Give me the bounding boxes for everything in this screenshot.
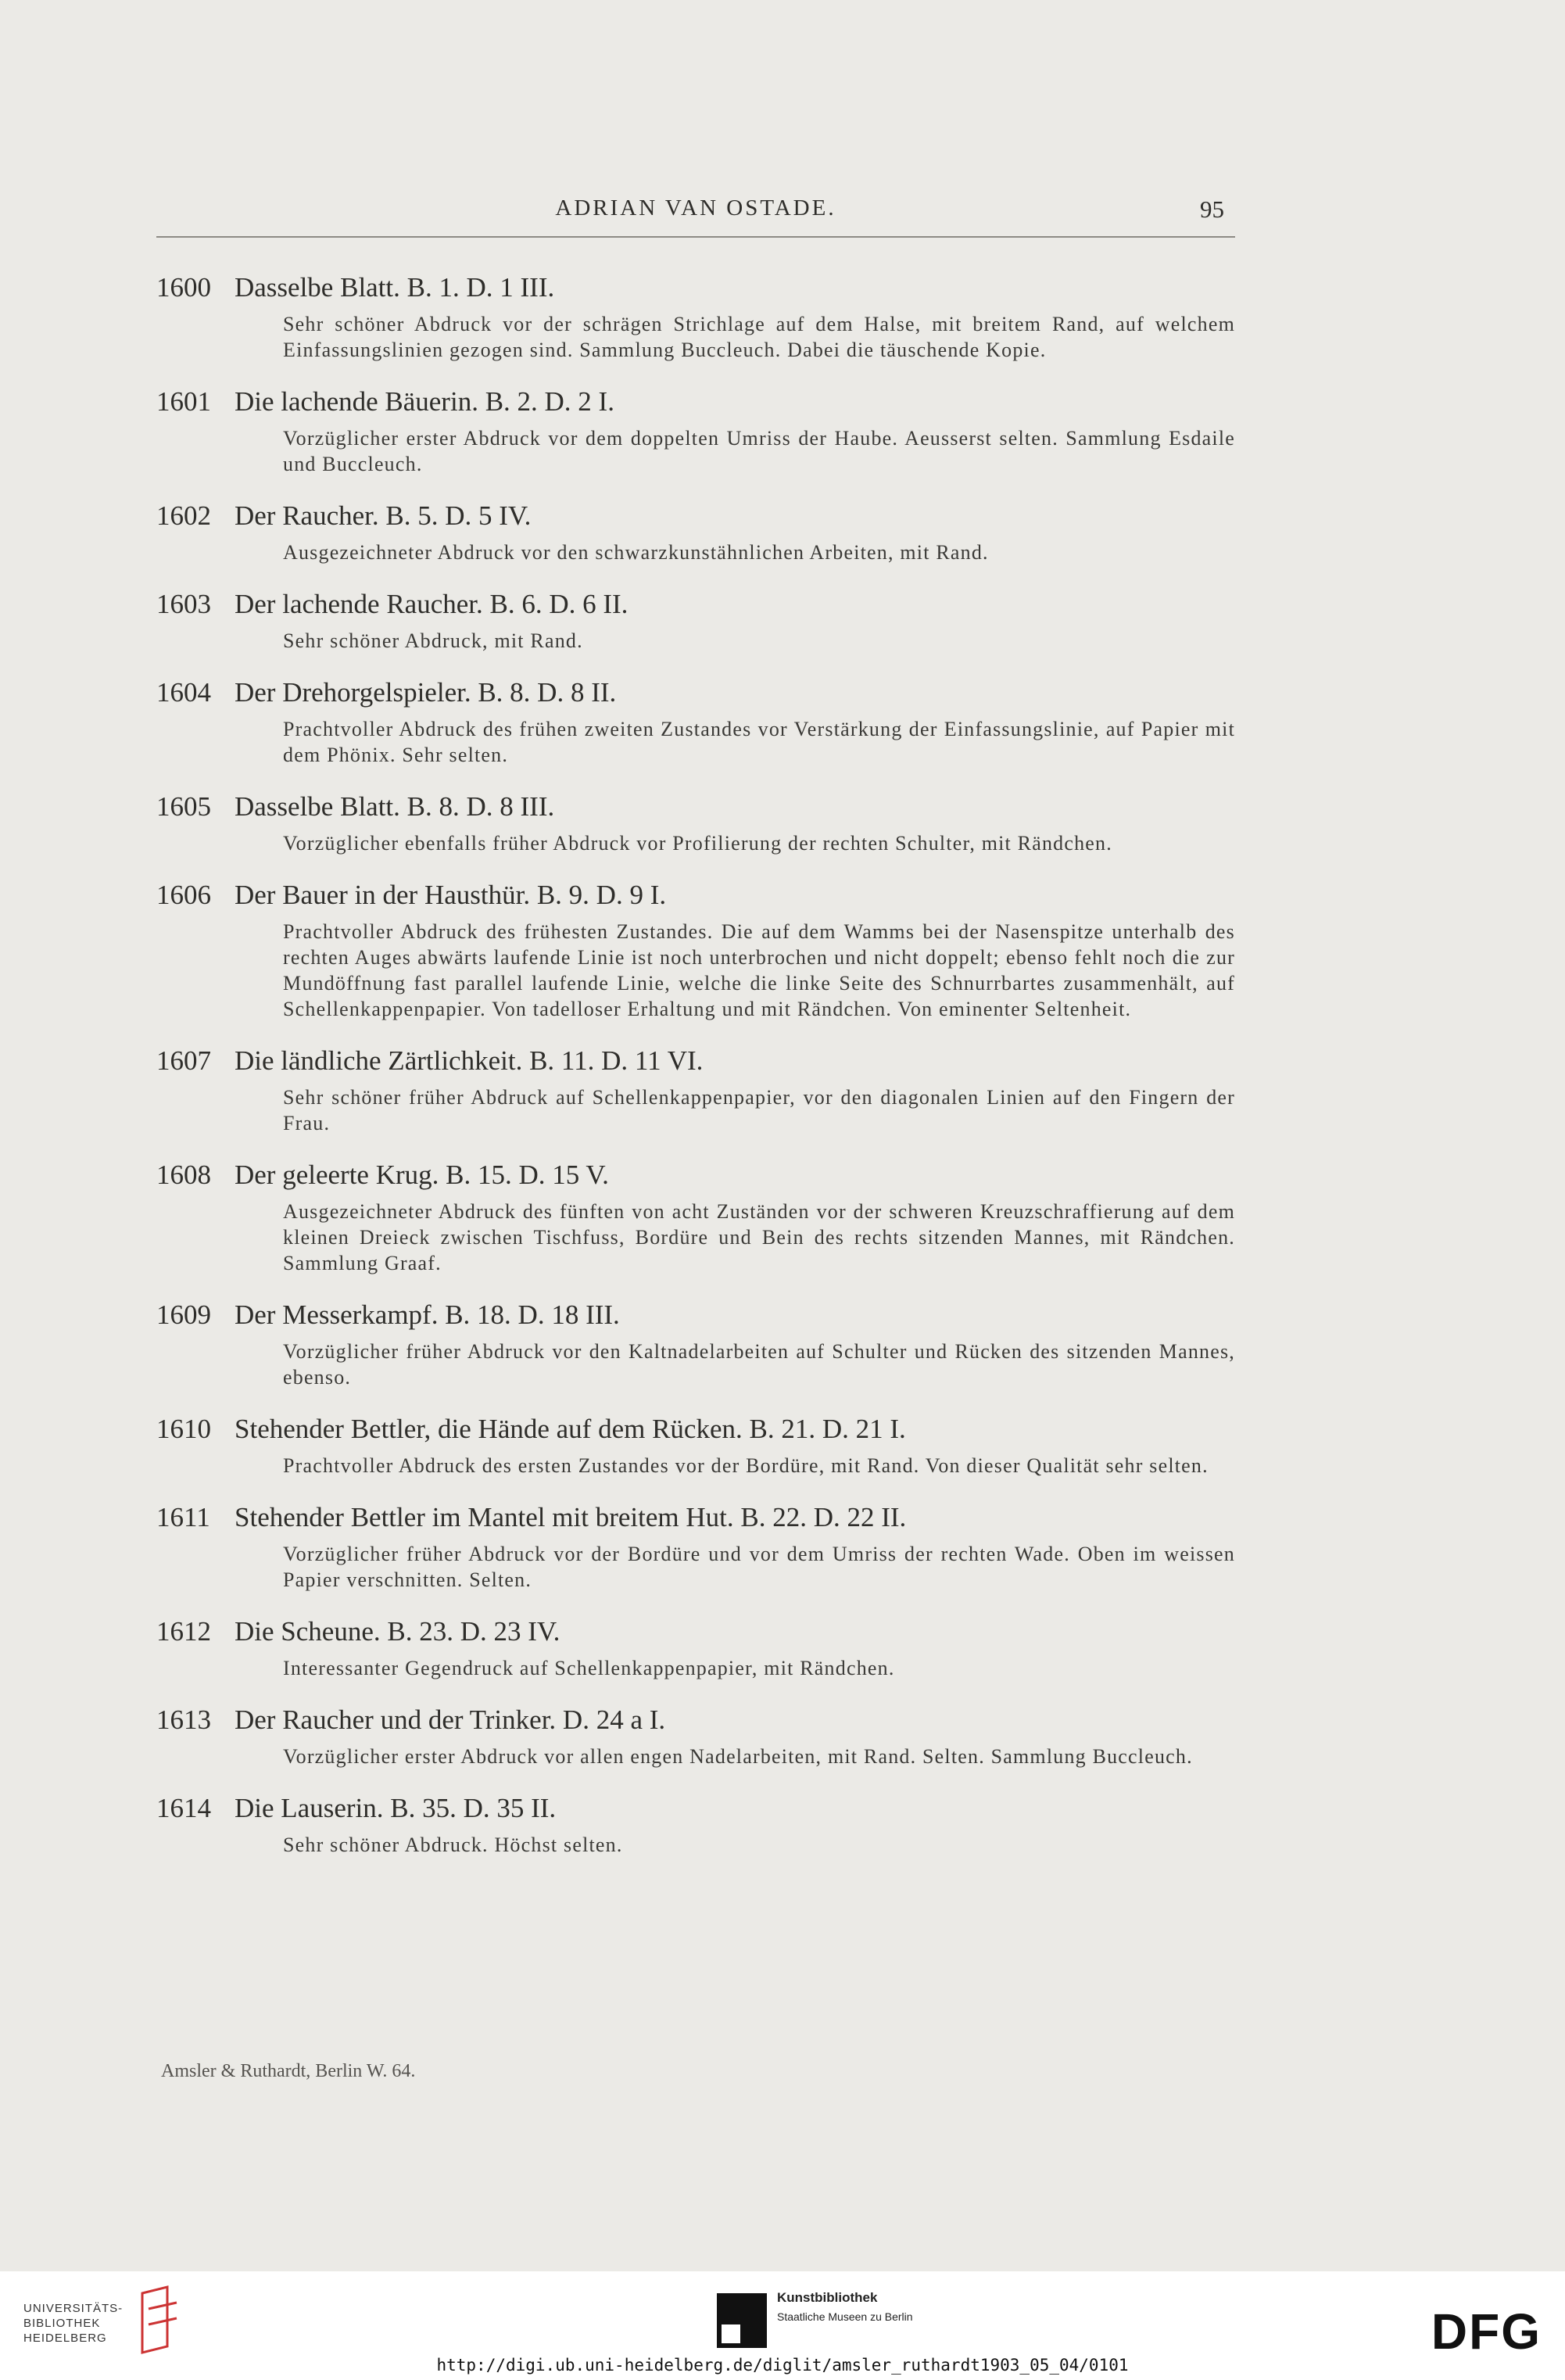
entry-description: Sehr schöner Abdruck, mit Rand. xyxy=(283,629,583,652)
catalog-entry xyxy=(156,385,1235,477)
entry-number: 1612 xyxy=(156,1616,211,1647)
kunstbibliothek-label: Kunstbibliothek Staatliche Museen zu Berlin xyxy=(777,2290,913,2323)
permalink-url[interactable]: http://digi.ub.uni-heidelberg.de/diglit/amsler_ruthardt1903_05_04/0101 xyxy=(436,2356,1129,2375)
catalog-entry xyxy=(156,1615,1235,1681)
catalog-entry xyxy=(156,1703,1235,1769)
entry-description: Sehr schöner früher Abdruck auf Schellenkappenpapier, vor den diagonalen Linien auf den Fingern der Frau. xyxy=(283,1086,1235,1134)
entry-title: Stehender Bettler, die Hände auf dem Rücken. B. 21. D. 21 I. xyxy=(235,1414,906,1444)
catalog-entry xyxy=(156,1158,1235,1276)
entry-number: 1608 xyxy=(156,1160,211,1190)
university-library-label: UNIVERSITÄTS- BIBLIOTHEK HEIDELBERG xyxy=(23,2302,124,2345)
entry-number: 1611 xyxy=(156,1502,210,1532)
catalog-entry xyxy=(156,271,1235,363)
entry-description: Interessanter Gegendruck auf Schellenkappenpapier, mit Rändchen. xyxy=(283,1657,895,1679)
entry-title: Dasselbe Blatt. B. 8. D. 8 III. xyxy=(235,791,555,822)
entry-title: Stehender Bettler im Mantel mit breitem Hut. B. 22. D. 22 II. xyxy=(235,1502,907,1532)
catalog-entry xyxy=(156,1044,1235,1136)
entry-description: Prachtvoller Abdruck des frühen zweiten Zustandes vor Verstärkung der Einfassungslinie, auf Papier mit dem Phönix. Sehr selten. xyxy=(283,718,1235,766)
entry-description: Sehr schöner Abdruck. Höchst selten. xyxy=(283,1833,623,1856)
entry-number: 1600 xyxy=(156,272,211,303)
catalog-entry xyxy=(156,587,1235,654)
entry-description: Vorzüglicher früher Abdruck vor den Kaltnadelarbeiten auf Schulter und Rücken des sitzenden Mannes, ebenso. xyxy=(283,1340,1235,1389)
entry-description: Ausgezeichneter Abdruck vor den schwarzkunstähnlichen Arbeiten, mit Rand. xyxy=(283,541,989,564)
entry-number: 1607 xyxy=(156,1045,211,1076)
university-library-logo xyxy=(136,2285,183,2356)
page-title: ADRIAN VAN OSTADE. xyxy=(555,195,836,220)
catalog-entry xyxy=(156,1791,1235,1858)
catalog-entry xyxy=(156,676,1235,768)
entry-description: Prachtvoller Abdruck des frühesten Zustandes. Die auf dem Wamms bei der Nasenspitze unterhalb des rechten Auges abwärts laufende Linie ist noch unterbrochen und nicht doppelt; ebenso fehlt noch die zur Mundöffnung fast parallel laufende Linie, welche die linke Seite des Schnurrbartes zusammenhält, auf Schellenkappenpapier. Von tadelloser Erhaltung und mit Rändchen. Von eminenter Seltenheit. xyxy=(283,920,1235,1020)
catalog-entry xyxy=(156,878,1235,1022)
printer-imprint: Amsler & Ruthardt, Berlin W. 64. xyxy=(161,2061,416,2081)
entry-title: Der Messerkampf. B. 18. D. 18 III. xyxy=(235,1299,620,1330)
entry-description: Vorzüglicher erster Abdruck vor allen engen Nadelarbeiten, mit Rand. Selten. Sammlung Buccleuch. xyxy=(283,1745,1193,1768)
entry-number: 1603 xyxy=(156,589,211,619)
dfg-logo: DFG xyxy=(1431,2303,1542,2360)
entry-title: Die Scheune. B. 23. D. 23 IV. xyxy=(235,1616,560,1647)
entry-number: 1604 xyxy=(156,677,211,708)
entry-description: Vorzüglicher früher Abdruck vor der Bordüre und vor dem Umriss der rechten Wade. Oben im weissen Papier verschnitten. Selten. xyxy=(283,1543,1235,1591)
catalog-entry xyxy=(156,1298,1235,1390)
entry-title: Die lachende Bäuerin. B. 2. D. 2 I. xyxy=(235,386,614,417)
entry-title: Dasselbe Blatt. B. 1. D. 1 III. xyxy=(235,272,555,303)
entry-number: 1613 xyxy=(156,1704,211,1735)
entry-title: Der Raucher und der Trinker. D. 24 a I. xyxy=(235,1704,666,1735)
kunstbibliothek-logo xyxy=(717,2293,767,2348)
entry-number: 1614 xyxy=(156,1793,211,1823)
entry-title: Der Drehorgelspieler. B. 8. D. 8 II. xyxy=(235,677,617,708)
catalog-entry xyxy=(156,1412,1235,1479)
entry-title: Der lachende Raucher. B. 6. D. 6 II. xyxy=(235,589,629,619)
catalog-entry xyxy=(156,1500,1235,1593)
entry-title: Der geleerte Krug. B. 15. D. 15 V. xyxy=(235,1160,609,1190)
entry-description: Prachtvoller Abdruck des ersten Zustandes vor der Bordüre, mit Rand. Von dieser Qualität sehr selten. xyxy=(283,1454,1209,1477)
catalog-entries xyxy=(156,271,1235,1880)
entry-description: Vorzüglicher erster Abdruck vor dem doppelten Umriss der Haube. Aeusserst selten. Sammlung Esdaile und Buccleuch. xyxy=(283,427,1235,475)
entry-description: Vorzüglicher ebenfalls früher Abdruck vor Profilierung der rechten Schulter, mit Rändchen. xyxy=(283,832,1112,855)
entry-title: Die ländliche Zärtlichkeit. B. 11. D. 11 VI. xyxy=(235,1045,704,1076)
entry-number: 1601 xyxy=(156,386,211,417)
entry-title: Der Bauer in der Hausthür. B. 9. D. 9 I. xyxy=(235,880,667,910)
entry-title: Der Raucher. B. 5. D. 5 IV. xyxy=(235,500,532,531)
digitization-footer xyxy=(0,2271,1565,2380)
page-number: 95 xyxy=(1200,195,1224,223)
entry-description: Sehr schöner Abdruck vor der schrägen Strichlage auf dem Halse, mit breitem Rand, auf welchem Einfassungslinien gezogen sind. Sammlung Buccleuch. Dabei die täuschende Kopie. xyxy=(283,313,1235,361)
entry-number: 1606 xyxy=(156,880,211,910)
entry-number: 1610 xyxy=(156,1414,211,1444)
entry-description: Ausgezeichneter Abdruck des fünften von acht Zuständen vor der schweren Kreuzschraffierung auf dem kleinen Dreieck zwischen Tischfuss, Bordüre und Bein des rechts sitzenden Mannes, mit Rändchen. Sammlung Graaf. xyxy=(283,1200,1235,1274)
entry-title: Die Lauserin. B. 35. D. 35 II. xyxy=(235,1793,557,1823)
entry-number: 1602 xyxy=(156,500,211,531)
entry-number: 1609 xyxy=(156,1299,211,1330)
running-head xyxy=(156,192,1235,238)
catalog-entry xyxy=(156,790,1235,856)
entry-number: 1605 xyxy=(156,791,211,822)
catalog-entry xyxy=(156,499,1235,565)
